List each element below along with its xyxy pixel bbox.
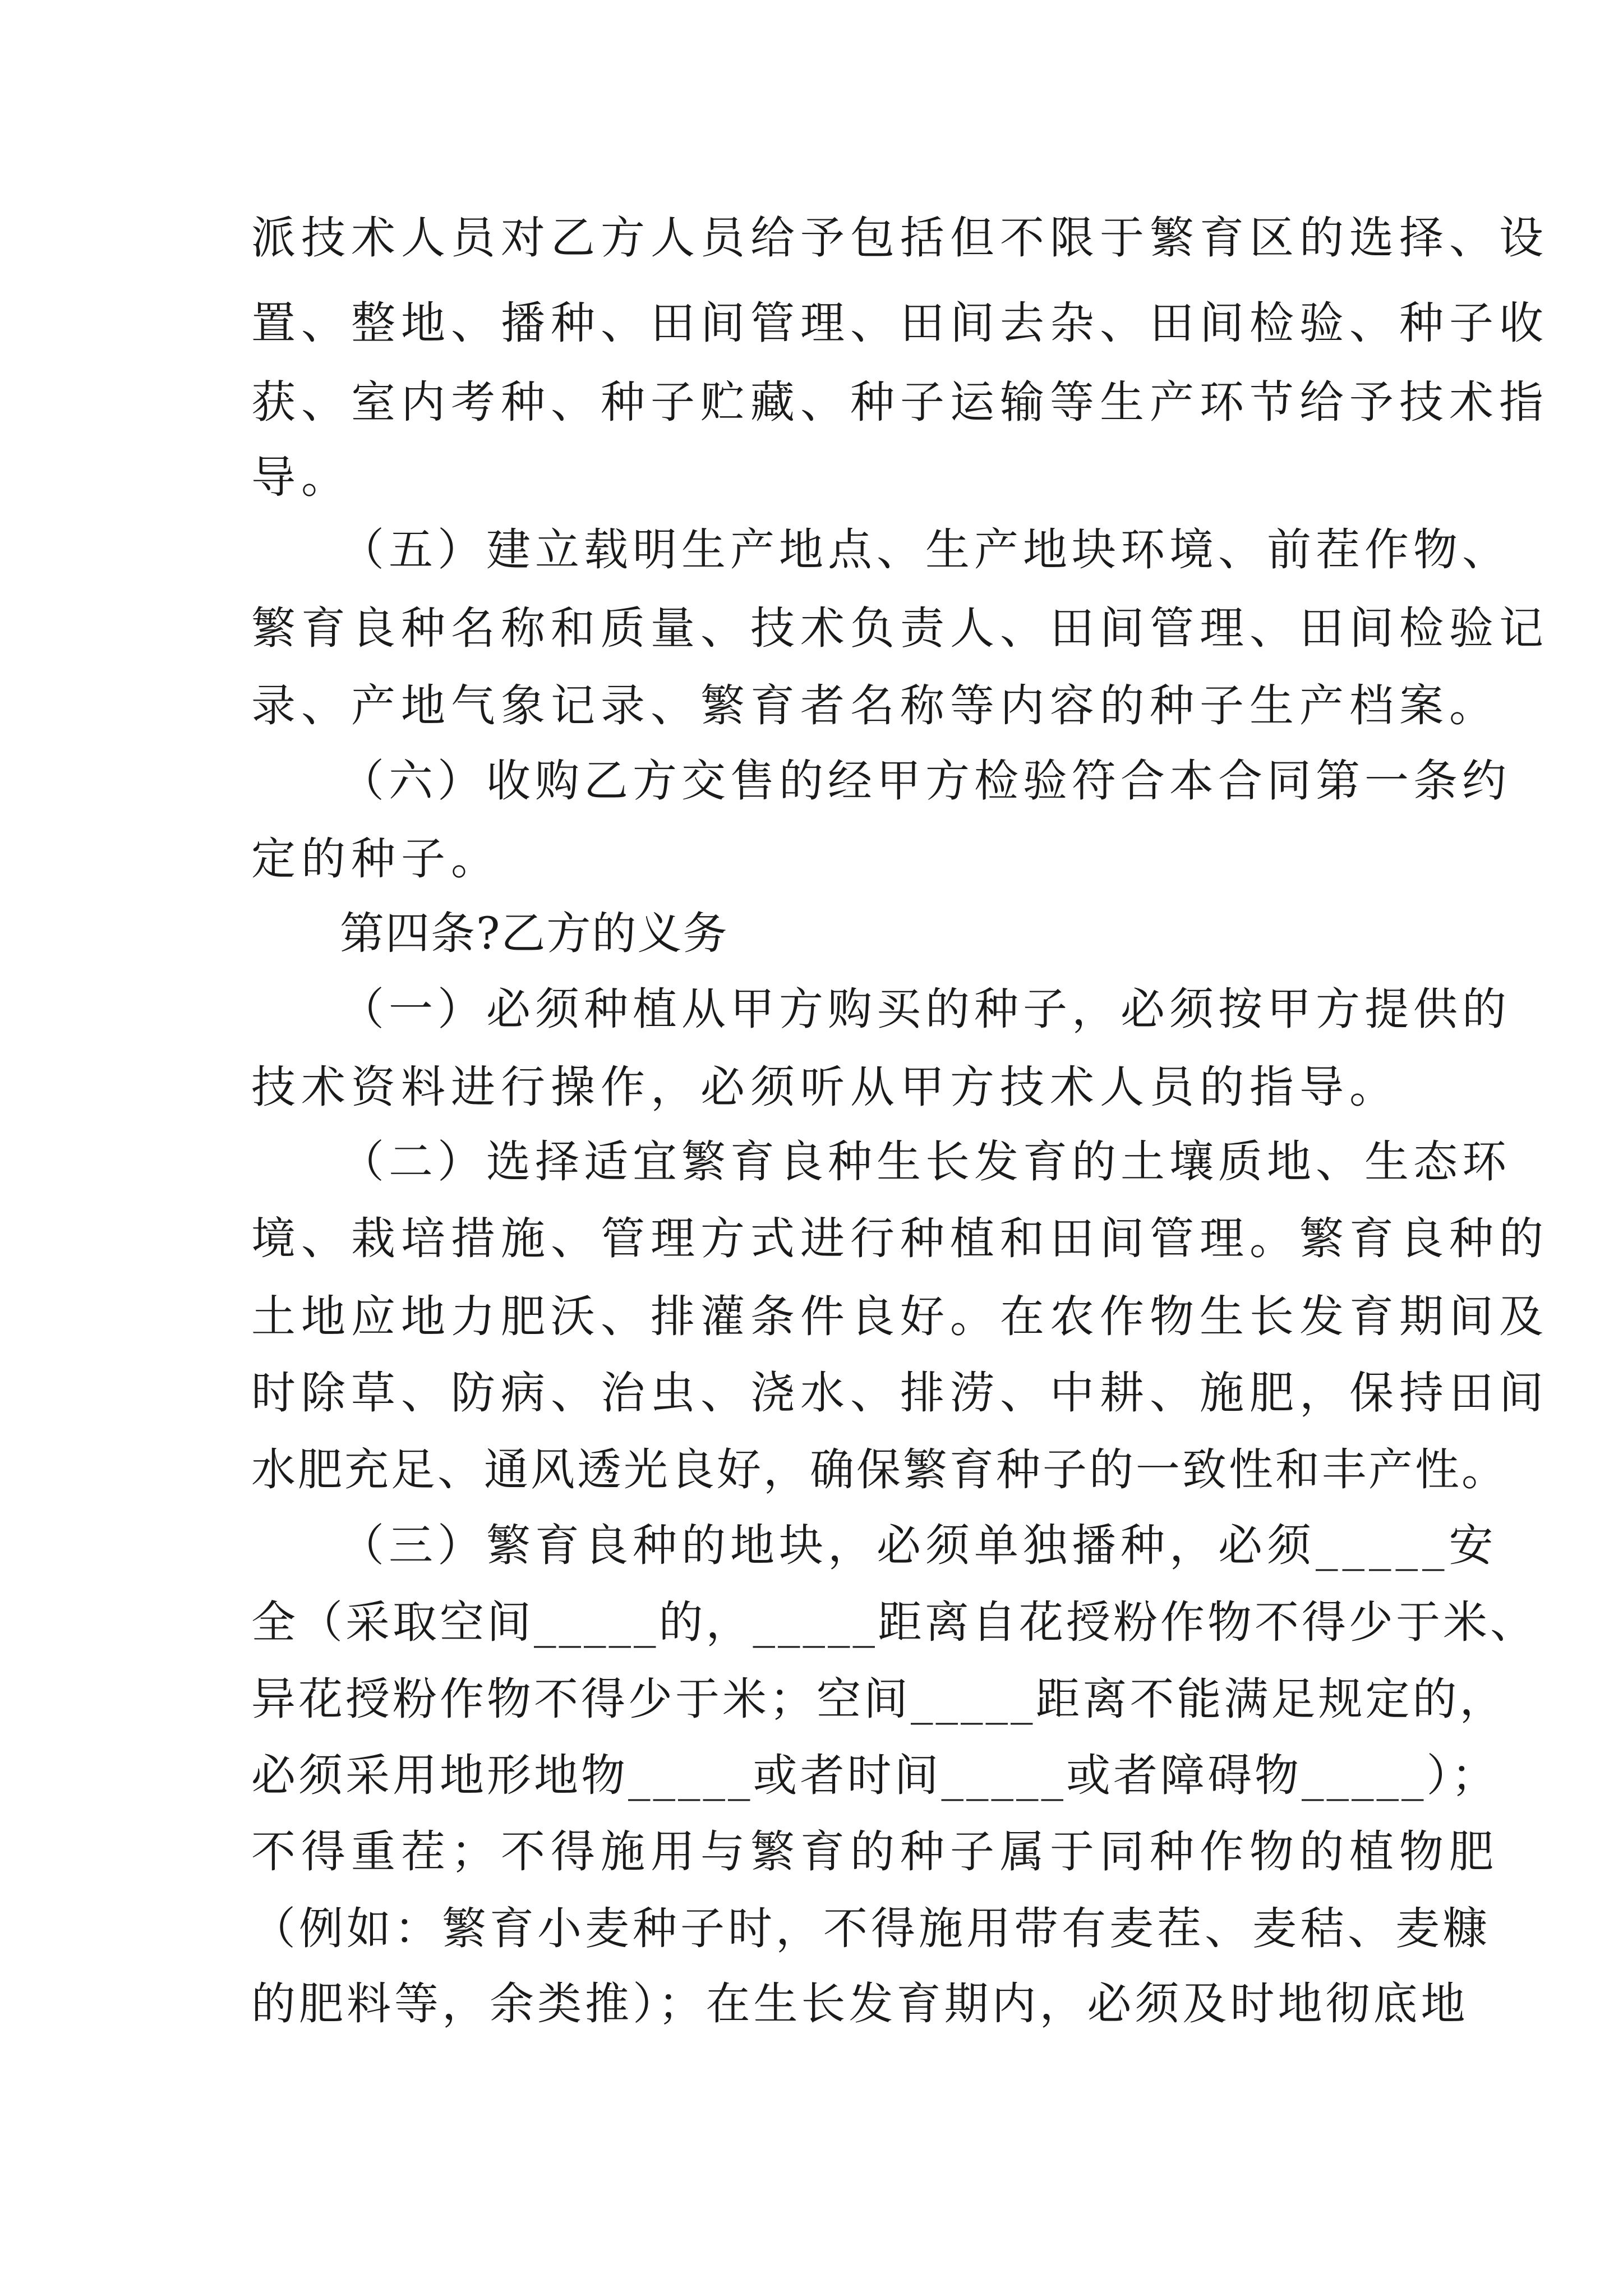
item-3-start: （三）繁育良种的地块，必须单独播种，必须_____安 xyxy=(340,1520,1498,1571)
text-line: 时除草、防病、治虫、浇水、排涝、中耕、施肥，保持田间 xyxy=(251,1367,1549,1419)
text-line: 定的种子。 xyxy=(251,833,501,885)
text-line: 导。 xyxy=(251,452,351,503)
text-line: 异花授粉作物不得少于米；空间_____距离不能满足规定的， xyxy=(251,1673,1507,1725)
text-line: 全（采取空间_____的，_____距离自花授粉作物不得少于米、 xyxy=(251,1596,1537,1648)
paragraph-5-start: （五）建立载明生产地点、生产地块环境、前茬作物、 xyxy=(340,524,1511,576)
text-line: 土地应地力肥沃、排灌条件良好。在农作物生长发育期间及 xyxy=(251,1291,1549,1342)
text-line: 获、室内考种、种子贮藏、种子运输等生产环节给予技术指 xyxy=(251,376,1549,428)
article-4-heading: 第四条?乙方的义务 xyxy=(340,908,728,959)
text-line: 必须采用地形地物_____或者时间_____或者障碍物_____）； xyxy=(251,1750,1498,1801)
text-line: 置、整地、播种、田间管理、田间去杂、田间检验、种子收 xyxy=(251,297,1549,349)
text-line: 派技术人员对乙方人员给予包括但不限于繁育区的选择、设 xyxy=(251,212,1549,264)
text-line: 境、栽培措施、管理方式进行种植和田间管理。繁育良种的 xyxy=(251,1213,1549,1264)
text-line: 技术资料进行操作，必须听从甲方技术人员的指导。 xyxy=(251,1061,1399,1113)
item-1-start: （一）必须种植从甲方购买的种子，必须按甲方提供的 xyxy=(340,983,1511,1035)
text-line: 不得重茬；不得施用与繁育的种子属于同种作物的植物肥 xyxy=(251,1826,1499,1878)
text-line: 繁育良种名称和质量、技术负责人、田间管理、田间检验记 xyxy=(251,602,1549,654)
paragraph-6-start: （六）收购乙方交售的经甲方检验符合本合同第一条约 xyxy=(340,755,1511,807)
text-line: 录、产地气象记录、繁育者名称等内容的种子生产档案。 xyxy=(251,680,1499,731)
text-line: 水肥充足、通风透光良好，确保繁育种子的一致性和丰产性。 xyxy=(251,1444,1508,1496)
text-line: 的肥料等，余类推）；在生长发育期内，必须及时地彻底地 xyxy=(251,1978,1469,2030)
item-2-start: （二）选择适宜繁育良种生长发育的土壤质地、生态环 xyxy=(340,1136,1511,1188)
text-line: （例如：繁育小麦种子时，不得施用带有麦茬、麦秸、麦糠 xyxy=(251,1903,1491,1954)
